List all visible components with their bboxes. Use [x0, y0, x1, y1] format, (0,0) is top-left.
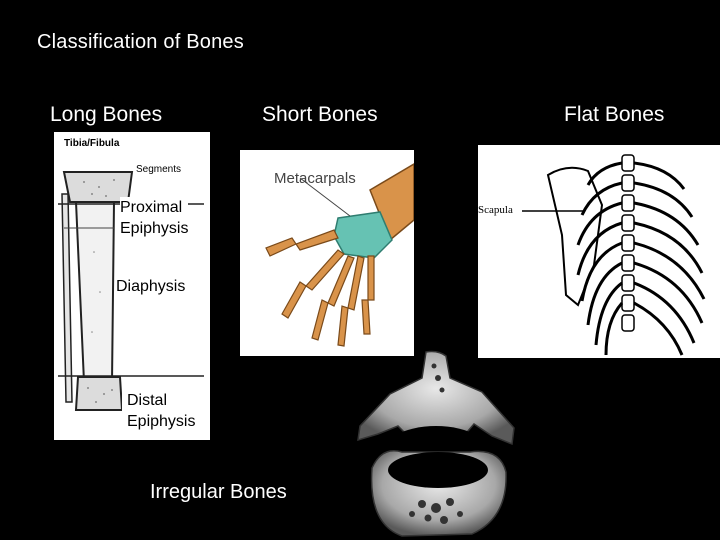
long-bones-heading: Long Bones [50, 103, 163, 126]
irregular-bones-heading: Irregular Bones [150, 481, 287, 503]
proximal-line-1: Proximal [120, 199, 183, 216]
short-bone-figure [240, 150, 414, 356]
slide-title: Classification of Bones [37, 31, 244, 53]
proximal-epiphysis-label [120, 197, 188, 239]
rib-cage-scapula-illustration [478, 145, 720, 358]
proximal-line-2: Epiphysis [120, 220, 189, 237]
flat-bone-figure [478, 145, 720, 358]
metacarpals-label: Metacarpals [274, 170, 356, 187]
diaphysis-label: Diaphysis [116, 278, 186, 295]
vertebra-illustration [342, 348, 530, 540]
flat-bones-heading: Flat Bones [564, 103, 665, 126]
tibia-fibula-label: Tibia/Fibula [64, 138, 120, 149]
distal-epiphysis-label [122, 390, 201, 434]
short-bones-heading: Short Bones [262, 103, 378, 126]
distal-line-2: Epiphysis [127, 413, 196, 430]
scapula-label: Scapula [478, 204, 513, 216]
distal-line-1: Distal [127, 392, 168, 409]
segments-label: Segments [136, 164, 182, 175]
irregular-bone-figure [342, 348, 530, 540]
